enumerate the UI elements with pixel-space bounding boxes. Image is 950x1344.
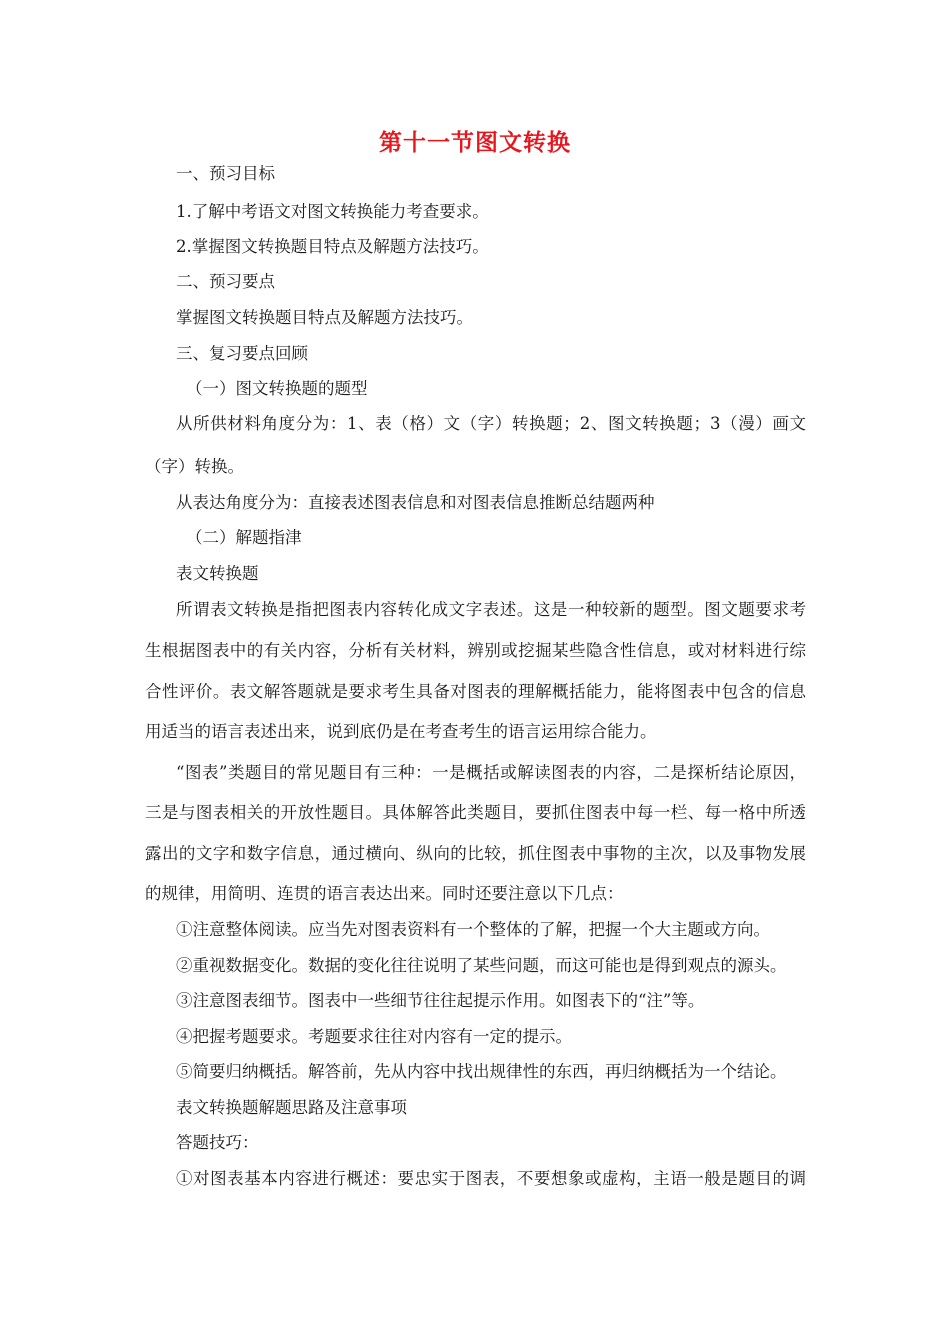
- text-line: “图表”类题目的常见题目有三种：一是概括或解读图表的内容，二是探析结论原因，: [176, 763, 806, 782]
- text-line: 生根据图表中的有关内容，分析有关材料，辨别或挖掘某些隐含性信息，或对材料进行综: [145, 641, 806, 660]
- text-line: 一、预习目标: [176, 164, 275, 183]
- text-line: 的规律，用简明、连贯的语言表达出来。同时还要注意以下几点：: [145, 884, 624, 903]
- text-line: 三是与图表相关的开放性题目。具体解答此类题目，要抓住图表中每一栏、每一格中所透: [145, 803, 806, 822]
- text-line: ④把握考题要求。考题要求往往对内容有一定的提示。: [176, 1027, 572, 1046]
- text-line: 所谓表文转换是指把图表内容转化成文字表述。这是一种较新的题型。图文题要求考: [176, 600, 806, 619]
- text-line: 2.掌握图文转换题目特点及解题方法技巧。: [176, 237, 489, 256]
- text-line: ②重视数据变化。数据的变化往往说明了某些问题，而这可能也是得到观点的源头。: [176, 956, 787, 975]
- text-line: ①对图表基本内容进行概述：要忠实于图表，不要想象或虚构，主语一般是题目的调: [176, 1169, 806, 1188]
- text-line: 1.了解中考语文对图文转换能力考查要求。: [176, 202, 489, 221]
- text-line: 露出的文字和数字信息，通过横向、纵向的比较，抓住图表中事物的主次，以及事物发展: [145, 844, 806, 863]
- text-line: 二、预习要点: [176, 272, 275, 291]
- text-line: 掌握图文转换题目特点及解题方法技巧。: [176, 308, 473, 327]
- text-line: 三、复习要点回顾: [176, 344, 308, 363]
- text-line: 答题技巧：: [176, 1133, 259, 1152]
- text-line: 从所供材料角度分为：1、表（格）文（字）转换题；2、图文转换题；3（漫）画文: [176, 414, 806, 433]
- text-line: ③注意图表细节。图表中一些细节往往起提示作用。如图表下的“注”等。: [176, 991, 705, 1010]
- text-line: （一）图文转换题的题型: [186, 379, 368, 398]
- text-line: 表文转换题解题思路及注意事项: [176, 1098, 407, 1117]
- text-line: 从表达角度分为：直接表述图表信息和对图表信息推断总结题两种: [176, 493, 655, 512]
- text-line: 表文转换题: [176, 564, 259, 583]
- text-line: ①注意整体阅读。应当先对图表资料有一个整体的了解，把握一个大主题或方向。: [176, 920, 770, 939]
- text-line: ⑤简要归纳概括。解答前，先从内容中找出规律性的东西，再归纳概括为一个结论。: [176, 1062, 787, 1081]
- text-line: （二）解题指津: [186, 528, 302, 547]
- text-line: 用适当的语言表述出来，说到底仍是在考查考生的语言运用综合能力。: [145, 722, 657, 741]
- page-title: 第十一节图文转换: [379, 129, 571, 156]
- text-line: 合性评价。表文解答题就是要求考生具备对图表的理解概括能力，能将图表中包含的信息: [145, 682, 806, 701]
- text-line: （字）转换。: [145, 457, 244, 476]
